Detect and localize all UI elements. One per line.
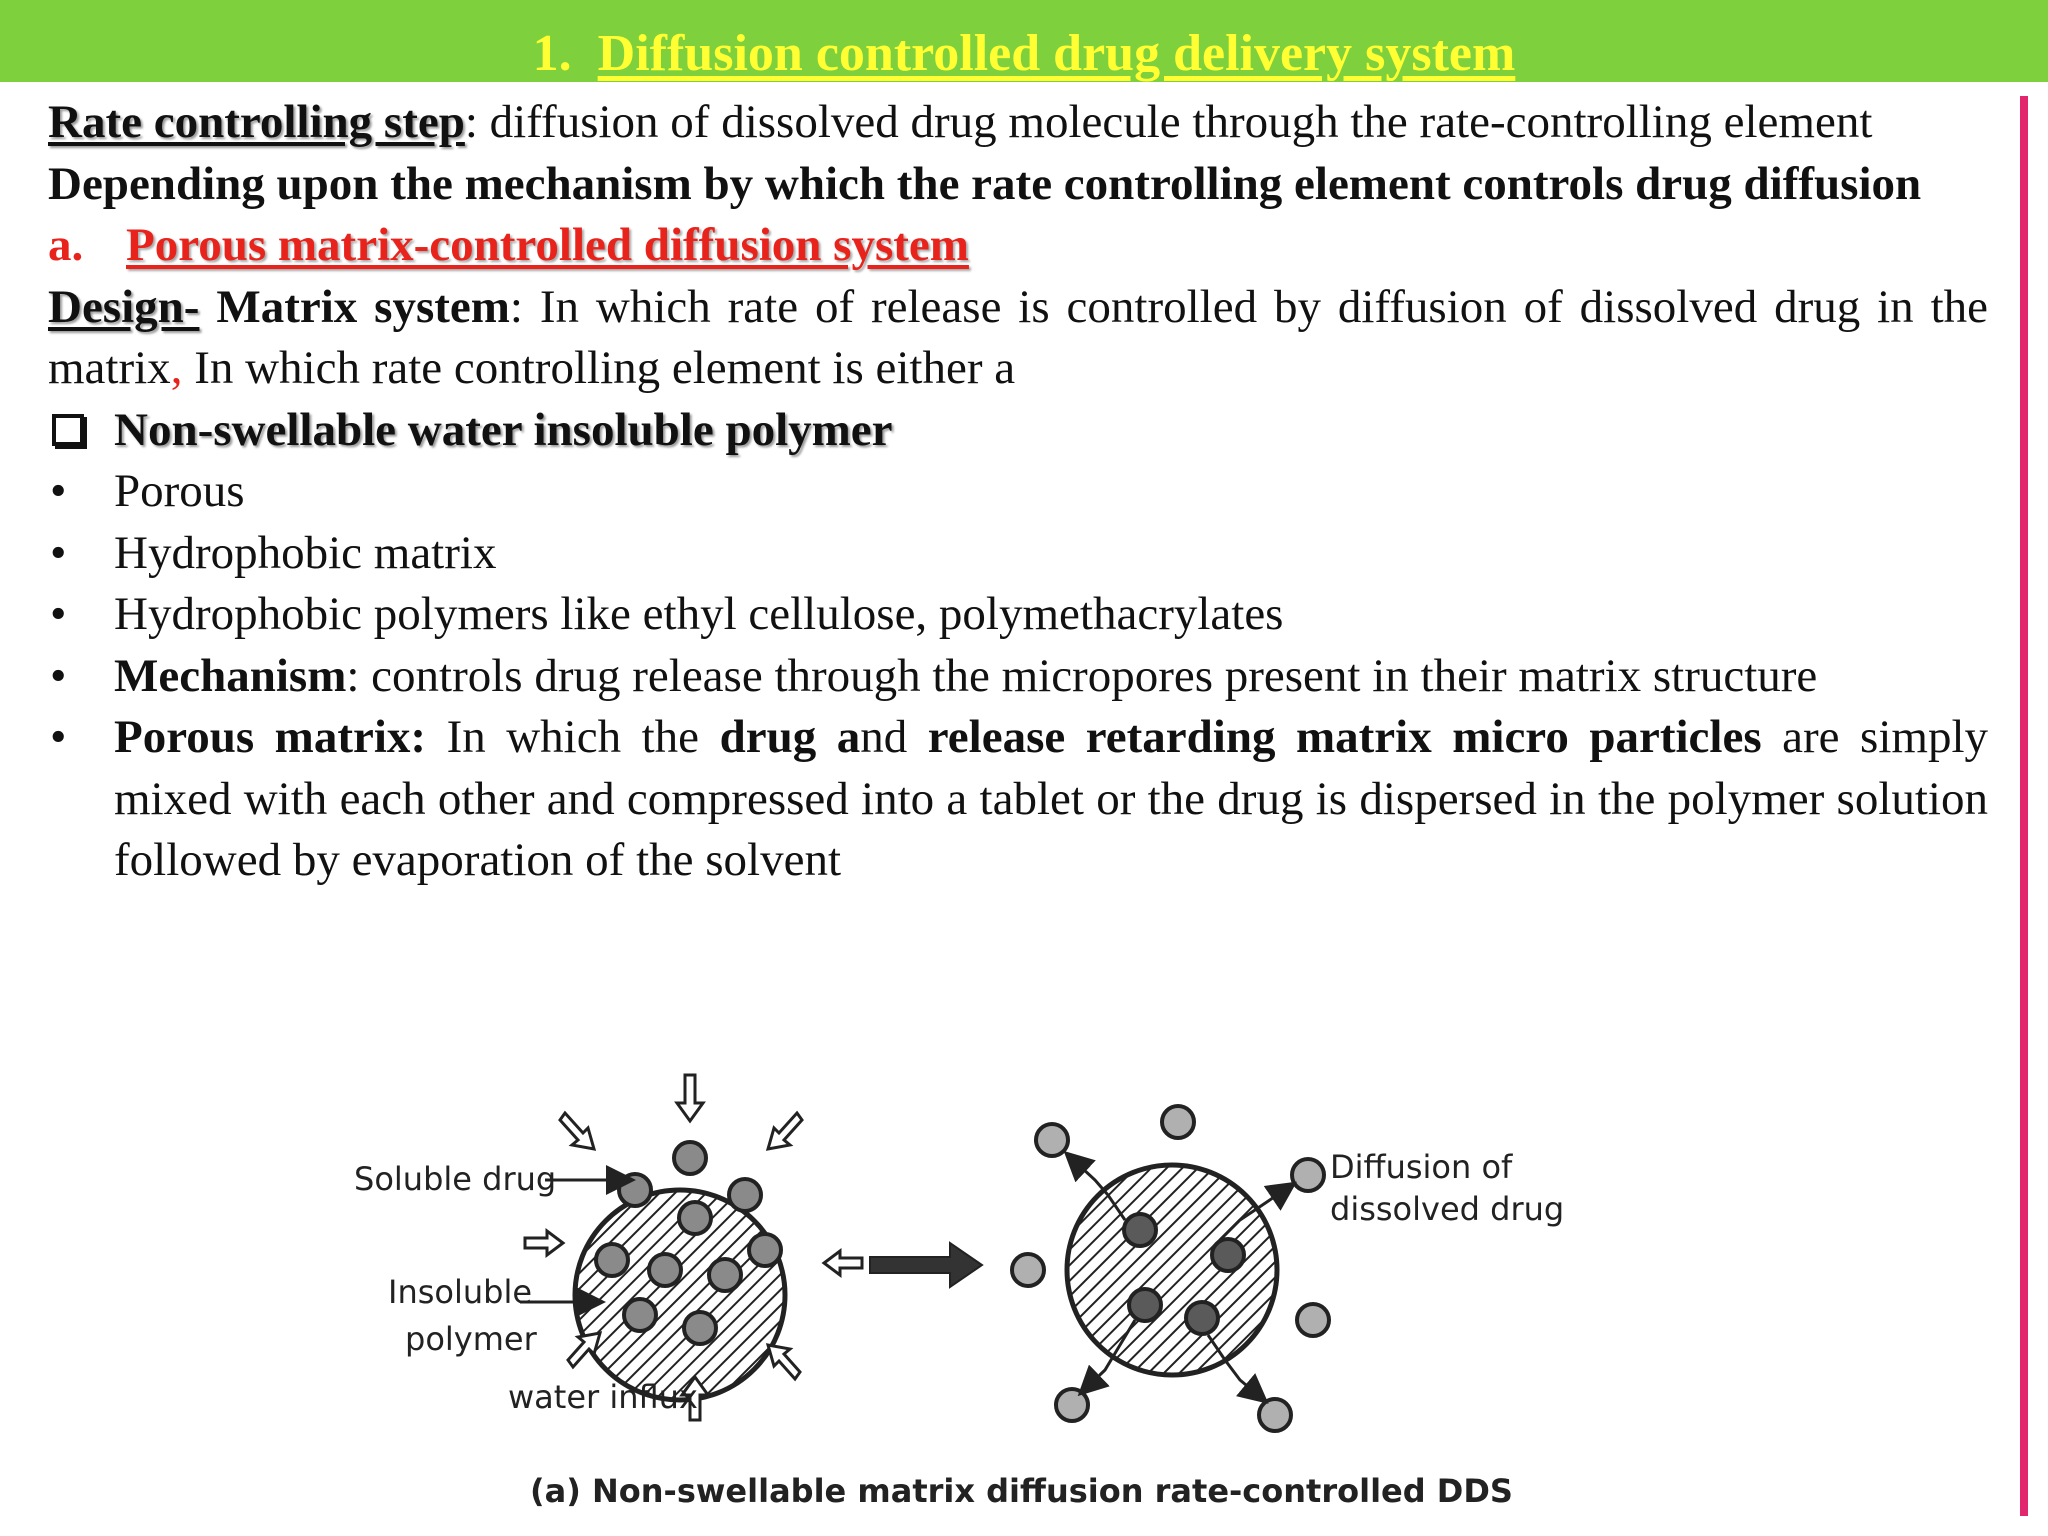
title-label: Diffusion controlled drug delivery system (597, 25, 1516, 82)
bullet-item (48, 523, 1988, 585)
design-text-2: In which rate controlling element is either a (182, 342, 1016, 394)
insoluble-label: Insoluble (388, 1273, 533, 1311)
checkbox-heading (48, 400, 1988, 462)
rate-controlling-paragraph (48, 92, 1988, 154)
checkbox-square-icon (52, 414, 84, 446)
diffusion-label-line-1: Diffusion of (1330, 1148, 1513, 1186)
porous-matrix-text-1: In which the (426, 711, 720, 763)
bullet-icon: • (50, 588, 67, 640)
mechanism-text: : controls drug release through the micropores present in their matrix structure (346, 649, 1818, 702)
bullet-item (48, 461, 1988, 523)
porous-matrix-text-3: are simply mixed with each other and compressed into a tablet or the drug is dispersed in the polymer solution followed by evaporation of the solvent (114, 711, 1989, 886)
diffusion-label-line-2: dissolved drug (1330, 1190, 1565, 1228)
design-red-comma: , (170, 342, 183, 394)
transition-arrow-icon (870, 1243, 982, 1287)
bullet-porous-matrix (114, 707, 1988, 892)
bullet-hydrophobic-polymers: Hydrophobic polymers like ethyl cellulose, polymethacrylates (114, 588, 1284, 640)
bullet-hydrophobic-matrix: Hydrophobic matrix (114, 526, 497, 579)
bullet-icon: • (50, 649, 67, 702)
porous-matrix-bold-1: drug a (719, 711, 861, 763)
depending-paragraph: Depending upon the mechanism by which the rate controlling element controls drug diffusion (48, 157, 1922, 210)
bullet-mechanism (114, 646, 1988, 708)
matrix-diffusion-diagram (340, 1060, 1580, 1520)
design-label: Design- (48, 280, 200, 333)
insoluble-polymer-matrix-right (1067, 1165, 1277, 1375)
porous-matrix-text-2: nd (860, 711, 928, 763)
bullet-icon: • (50, 465, 67, 517)
bullet-item (48, 646, 1988, 708)
section-a-marker: a. (48, 219, 84, 271)
bullet-icon: • (50, 526, 67, 579)
bullet-item (48, 584, 1988, 646)
slide-title (0, 24, 2048, 84)
bullet-icon: • (50, 711, 67, 763)
mechanism-label: Mechanism (114, 649, 347, 702)
rate-controlling-label: Rate controlling step (48, 96, 465, 148)
title-number: 1. (532, 25, 572, 82)
rate-controlling-text: : diffusion of dissolved drug molecule through the rate-controlling element (464, 96, 1873, 148)
polymer-label: polymer (405, 1320, 537, 1358)
porous-matrix-bold-2: release retarding matrix micro particles (927, 711, 1762, 763)
design-text-1: : In which rate of release is controlled by diffusion of dissolved drug in the matrix (48, 280, 1988, 394)
water-influx-label: water influx (508, 1378, 698, 1416)
matrix-diffusion-figure (340, 1060, 1580, 1520)
matrix-system-label: Matrix system (199, 280, 510, 333)
section-a-heading (48, 215, 1988, 277)
right-accent-line (2020, 96, 2028, 1516)
figure-caption: (a) Non-swellable matrix diffusion rate-controlled DDS (530, 1472, 1513, 1510)
design-paragraph (48, 277, 1988, 400)
bullet-porous: Porous (114, 465, 245, 517)
checkbox-heading-text: Non-swellable water insoluble polymer (114, 403, 893, 456)
bullet-item (48, 707, 1988, 892)
section-a-label: Porous matrix-controlled diffusion system (126, 219, 969, 271)
slide-body (48, 92, 1988, 892)
porous-matrix-label: Porous matrix: (114, 711, 427, 763)
soluble-drug-label: Soluble drug (354, 1160, 557, 1198)
